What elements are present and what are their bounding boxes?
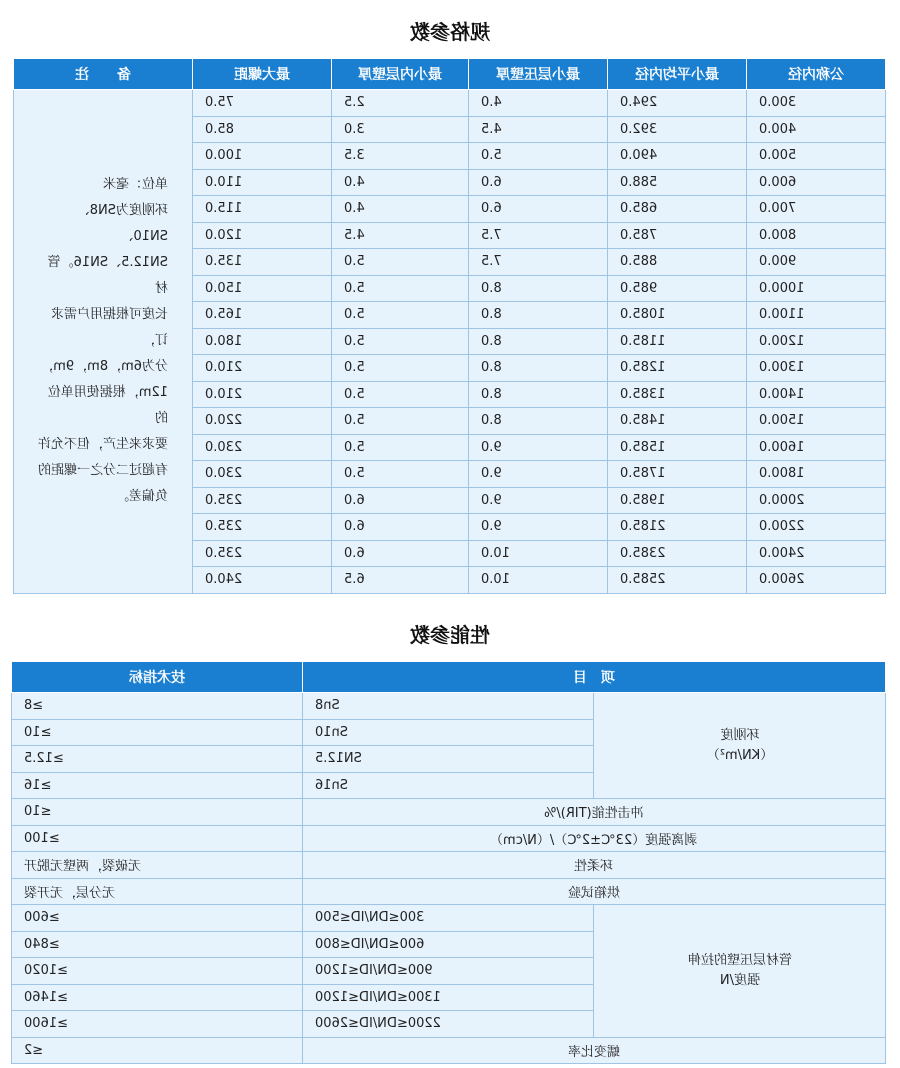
min-inner-wall-cell: 5.0 <box>332 275 469 302</box>
perf-single-value-cell: ≤10 <box>12 799 303 826</box>
max-pitch-cell: 220.0 <box>193 408 332 435</box>
spec-title <box>0 16 900 45</box>
max-pitch-cell: 180.0 <box>193 328 332 355</box>
spec-row <box>14 90 886 117</box>
max-pitch-cell: 210.0 <box>193 381 332 408</box>
tensile-strength-condition-cell: 300≤DN/ID≤500 <box>303 905 594 932</box>
creep-ratio-value-cell: ≤2 <box>12 1037 303 1064</box>
min-inner-wall-cell: 2.5 <box>332 90 469 117</box>
spec-header-min-laminated-wall: 最小层压壁厚 <box>469 59 608 90</box>
min-avg-inner-dia-cell: 685.0 <box>608 196 747 223</box>
nominal-inner-dia-cell: 1200.0 <box>747 328 886 355</box>
ring-stiffness-value-cell: ≥10 <box>12 719 303 746</box>
nominal-inner-dia-cell: 1300.0 <box>747 355 886 382</box>
nominal-inner-dia-cell: 300.0 <box>747 90 886 117</box>
min-avg-inner-dia-cell: 885.0 <box>608 249 747 276</box>
perf-header-item: 项 目 <box>303 662 886 693</box>
min-avg-inner-dia-cell: 1085.0 <box>608 302 747 329</box>
perf-single-item-cell: 环柔性 <box>303 852 886 879</box>
spec-table <box>13 58 886 594</box>
ring-stiffness-value-cell: ≥16 <box>12 772 303 799</box>
creep-ratio-row <box>12 1037 886 1064</box>
min-avg-inner-dia-cell: 294.0 <box>608 90 747 117</box>
ring-stiffness-value-cell: ≥8 <box>12 693 303 720</box>
min-avg-inner-dia-cell: 2185.0 <box>608 514 747 541</box>
perf-single-value-cell: 无分层，无开裂 <box>12 878 303 905</box>
min-avg-inner-dia-cell: 1485.0 <box>608 408 747 435</box>
perf-single-row <box>12 852 886 879</box>
spec-note-line: 有超过二分之一螺距的 <box>37 463 168 479</box>
nominal-inner-dia-cell: 600.0 <box>747 169 886 196</box>
max-pitch-cell: 120.0 <box>193 222 332 249</box>
min-laminated-wall-cell: 8.0 <box>469 275 608 302</box>
tensile-strength-value-cell: ≥600 <box>12 905 303 932</box>
nominal-inner-dia-cell: 1600.0 <box>747 434 886 461</box>
min-avg-inner-dia-cell: 1785.0 <box>608 461 747 488</box>
perf-single-value-cell: 无破裂，两壁无脱开 <box>12 852 303 879</box>
tensile-strength-value-cell: ≥1020 <box>12 958 303 985</box>
ring-stiffness-condition-cell: SN12.5 <box>303 746 594 773</box>
spec-note-line: 12m，根据使用单位的 <box>47 385 168 427</box>
min-laminated-wall-cell: 8.0 <box>469 328 608 355</box>
min-inner-wall-cell: 4.5 <box>332 222 469 249</box>
min-inner-wall-cell: 6.0 <box>332 514 469 541</box>
perf-single-row <box>12 825 886 852</box>
min-avg-inner-dia-cell: 785.0 <box>608 222 747 249</box>
tensile-strength-label-cell <box>594 905 886 1038</box>
min-inner-wall-cell: 3.0 <box>332 116 469 143</box>
min-laminated-wall-cell: 7.5 <box>469 222 608 249</box>
max-pitch-cell: 235.0 <box>193 514 332 541</box>
spec-note-line: 环刚度为SN8、SN10、 <box>76 203 168 245</box>
nominal-inner-dia-cell: 1500.0 <box>747 408 886 435</box>
min-laminated-wall-cell: 6.0 <box>469 169 608 196</box>
nominal-inner-dia-cell: 1800.0 <box>747 461 886 488</box>
spec-header-max-pitch: 最大螺距 <box>193 59 332 90</box>
min-inner-wall-cell: 5.0 <box>332 434 469 461</box>
perf-single-value-cell: ≥100 <box>12 825 303 852</box>
min-laminated-wall-cell: 10.0 <box>469 540 608 567</box>
min-laminated-wall-cell: 4.0 <box>469 90 608 117</box>
ring-stiffness-label-cell <box>594 693 886 799</box>
nominal-inner-dia-cell: 1400.0 <box>747 381 886 408</box>
perf-title-text: 性能参数 <box>410 623 490 647</box>
min-inner-wall-cell: 5.0 <box>332 302 469 329</box>
min-avg-inner-dia-cell: 1985.0 <box>608 487 747 514</box>
min-laminated-wall-cell: 4.5 <box>469 116 608 143</box>
max-pitch-cell: 100.0 <box>193 143 332 170</box>
min-avg-inner-dia-cell: 588.0 <box>608 169 747 196</box>
min-inner-wall-cell: 5.0 <box>332 328 469 355</box>
spec-note-line: 长度可根据用户需求订， <box>50 307 168 349</box>
min-inner-wall-cell: 5.0 <box>332 355 469 382</box>
min-inner-wall-cell: 5.0 <box>332 408 469 435</box>
perf-table <box>11 661 886 1064</box>
nominal-inner-dia-cell: 2000.0 <box>747 487 886 514</box>
min-avg-inner-dia-cell: 1185.0 <box>608 328 747 355</box>
spec-note-line: 负偏差。 <box>115 489 168 505</box>
spec-header-min-avg-inner-dia: 最小平均内径 <box>608 59 747 90</box>
min-avg-inner-dia-cell: 1285.0 <box>608 355 747 382</box>
min-laminated-wall-cell: 10.0 <box>469 567 608 594</box>
perf-single-item-cell: 烘箱试验 <box>303 878 886 905</box>
nominal-inner-dia-cell: 1000.0 <box>747 275 886 302</box>
min-laminated-wall-cell: 9.0 <box>469 461 608 488</box>
nominal-inner-dia-cell: 2400.0 <box>747 540 886 567</box>
spec-note-line: 要求来生产，但不允许 <box>37 437 168 453</box>
min-laminated-wall-cell: 8.0 <box>469 408 608 435</box>
spec-header-row <box>14 59 886 90</box>
min-inner-wall-cell: 4.0 <box>332 196 469 223</box>
spec-header-min-inner-wall: 最小内层壁厚 <box>332 59 469 90</box>
tensile-strength-condition-cell: 1300≤DN/ID≤1200 <box>303 984 594 1011</box>
min-laminated-wall-cell: 5.0 <box>469 143 608 170</box>
nominal-inner-dia-cell: 500.0 <box>747 143 886 170</box>
creep-ratio-item-cell: 蠕变比率 <box>303 1037 886 1064</box>
perf-single-item-cell: 冲击性能(TIR)/% <box>303 799 886 826</box>
min-inner-wall-cell: 5.0 <box>332 249 469 276</box>
max-pitch-cell: 230.0 <box>193 461 332 488</box>
min-laminated-wall-cell: 9.0 <box>469 487 608 514</box>
ring-stiffness-value-cell: ≥12.5 <box>12 746 303 773</box>
max-pitch-cell: 150.0 <box>193 275 332 302</box>
min-avg-inner-dia-cell: 1385.0 <box>608 381 747 408</box>
spec-title-text: 规格参数 <box>410 20 490 44</box>
ring-stiffness-label: 环刚度 （KN/m²） <box>706 727 773 763</box>
min-inner-wall-cell: 4.0 <box>332 169 469 196</box>
perf-single-item-cell: 剥离强度（23℃±2℃）/（N/cm） <box>303 825 886 852</box>
perf-header-row <box>12 662 886 693</box>
nominal-inner-dia-cell: 2600.0 <box>747 567 886 594</box>
min-laminated-wall-cell: 8.0 <box>469 355 608 382</box>
max-pitch-cell: 85.0 <box>193 116 332 143</box>
spec-note-line: SN12.5、SN16。管材 <box>47 255 168 297</box>
spec-header-nominal-inner-dia: 公称内径 <box>747 59 886 90</box>
spec-header-note: 备 注 <box>14 59 193 90</box>
min-inner-wall-cell: 6.0 <box>332 540 469 567</box>
max-pitch-cell: 210.0 <box>193 355 332 382</box>
tensile-strength-row <box>12 905 886 932</box>
ring-stiffness-condition-cell: Sn8 <box>303 693 594 720</box>
min-avg-inner-dia-cell: 2385.0 <box>608 540 747 567</box>
max-pitch-cell: 235.0 <box>193 487 332 514</box>
perf-title <box>0 619 900 648</box>
tensile-strength-value-cell: ≥1460 <box>12 984 303 1011</box>
tensile-strength-value-cell: ≥1600 <box>12 1011 303 1038</box>
max-pitch-cell: 75.0 <box>193 90 332 117</box>
max-pitch-cell: 165.0 <box>193 302 332 329</box>
max-pitch-cell: 230.0 <box>193 434 332 461</box>
nominal-inner-dia-cell: 2200.0 <box>747 514 886 541</box>
nominal-inner-dia-cell: 1100.0 <box>747 302 886 329</box>
min-laminated-wall-cell: 7.5 <box>469 249 608 276</box>
min-laminated-wall-cell: 9.0 <box>469 434 608 461</box>
ring-stiffness-condition-cell: Sn10 <box>303 719 594 746</box>
nominal-inner-dia-cell: 900.0 <box>747 249 886 276</box>
min-inner-wall-cell: 3.5 <box>332 143 469 170</box>
max-pitch-cell: 115.0 <box>193 196 332 223</box>
spec-note-line: 单位：毫米 <box>102 177 168 193</box>
perf-single-row <box>12 878 886 905</box>
nominal-inner-dia-cell: 400.0 <box>747 116 886 143</box>
max-pitch-cell: 235.0 <box>193 540 332 567</box>
min-inner-wall-cell: 5.0 <box>332 381 469 408</box>
max-pitch-cell: 110.0 <box>193 169 332 196</box>
tensile-strength-condition-cell: 2200≤DN/ID≤2600 <box>303 1011 594 1038</box>
min-inner-wall-cell: 5.0 <box>332 461 469 488</box>
max-pitch-cell: 240.0 <box>193 567 332 594</box>
tensile-strength-condition-cell: 600≤DN/ID≤800 <box>303 931 594 958</box>
spec-note-cell <box>14 90 193 594</box>
min-avg-inner-dia-cell: 1585.0 <box>608 434 747 461</box>
perf-single-row <box>12 799 886 826</box>
nominal-inner-dia-cell: 800.0 <box>747 222 886 249</box>
min-inner-wall-cell: 6.5 <box>332 567 469 594</box>
min-laminated-wall-cell: 9.0 <box>469 514 608 541</box>
spec-note-text <box>38 172 168 510</box>
ring-stiffness-condition-cell: Sn16 <box>303 772 594 799</box>
min-avg-inner-dia-cell: 2585.0 <box>608 567 747 594</box>
min-avg-inner-dia-cell: 490.0 <box>608 143 747 170</box>
tensile-strength-label: 管材层压壁的拉伸 强度/N <box>687 952 792 988</box>
min-avg-inner-dia-cell: 392.0 <box>608 116 747 143</box>
min-laminated-wall-cell: 6.0 <box>469 196 608 223</box>
min-avg-inner-dia-cell: 985.0 <box>608 275 747 302</box>
tensile-strength-condition-cell: 900≤DN/ID≤1200 <box>303 958 594 985</box>
ring-stiffness-row <box>12 693 886 720</box>
nominal-inner-dia-cell: 700.0 <box>747 196 886 223</box>
spec-note-line: 分为6m，8m，9m， <box>40 359 168 375</box>
perf-header-indicator: 技术指标 <box>12 662 303 693</box>
max-pitch-cell: 135.0 <box>193 249 332 276</box>
min-laminated-wall-cell: 8.0 <box>469 381 608 408</box>
min-laminated-wall-cell: 8.0 <box>469 302 608 329</box>
min-inner-wall-cell: 6.0 <box>332 487 469 514</box>
tensile-strength-value-cell: ≥840 <box>12 931 303 958</box>
